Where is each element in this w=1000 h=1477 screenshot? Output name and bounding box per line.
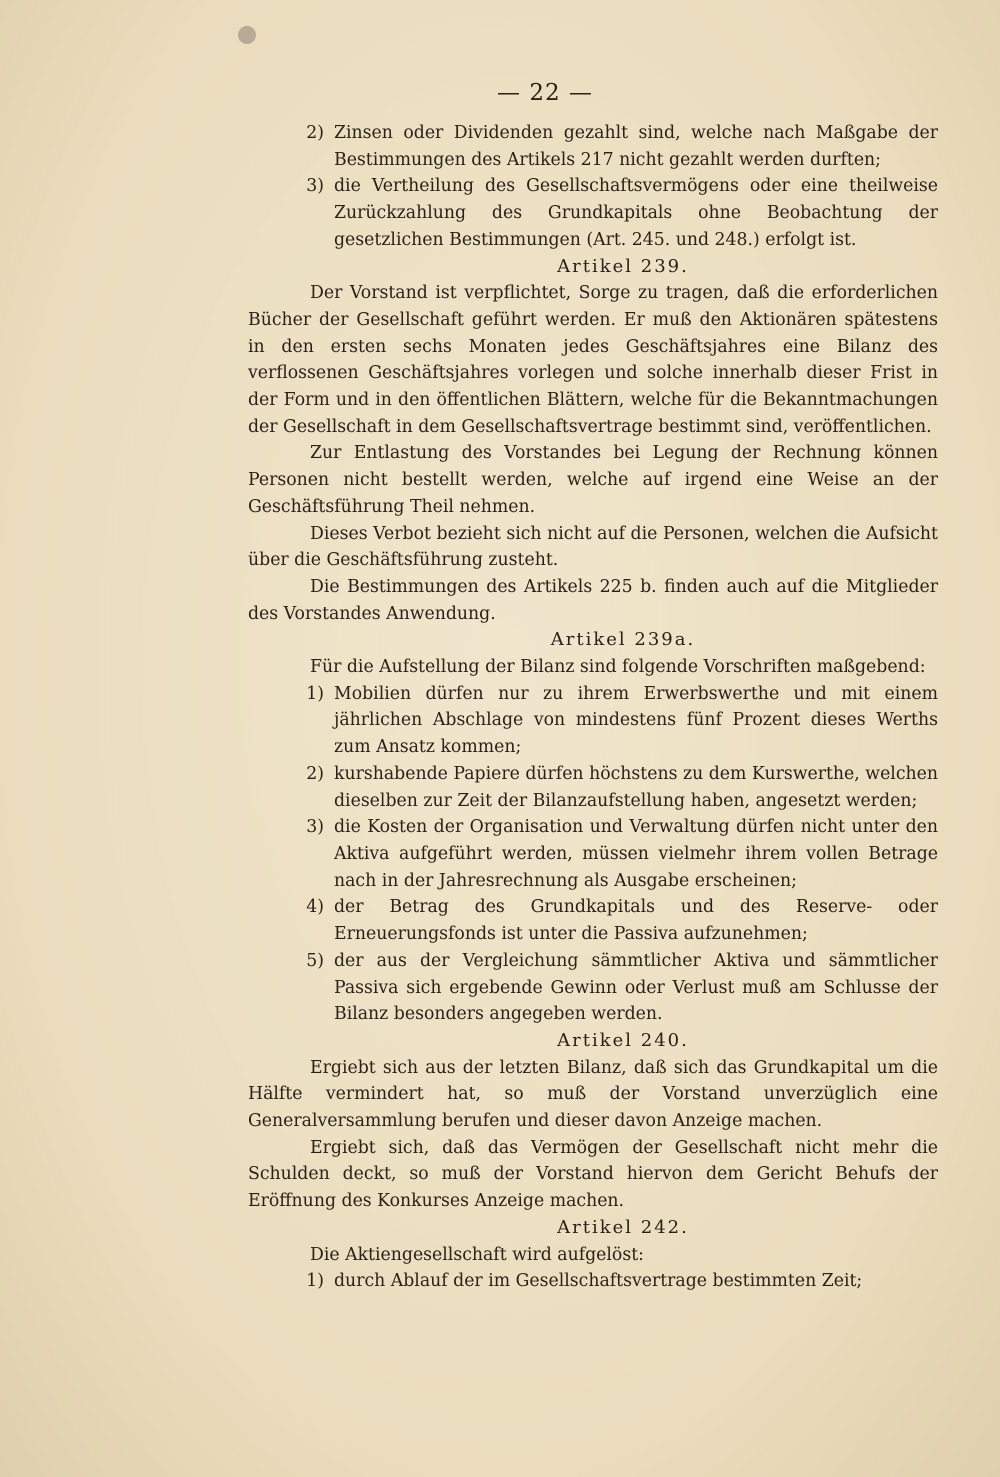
list-item xyxy=(248,761,938,814)
article-heading: Artikel 239a. xyxy=(550,629,696,651)
list-item-text: der Betrag des Grundkapitals und des Reserve- oder Erneuerungsfonds ist unter die Passiva aufzunehmen; xyxy=(334,897,938,945)
list-item xyxy=(248,681,938,761)
list-item-text: die Kosten der Organisation und Verwaltung dürfen nicht unter den Aktiva aufgeführt werden, müssen vielmehr ihrem vollen Betrage nach in der Jahresrechnung als Ausgabe erscheinen; xyxy=(334,817,938,891)
list-item-number: 4) xyxy=(306,897,324,918)
article-heading: Artikel 242. xyxy=(557,1216,689,1238)
list-item-number: 2) xyxy=(306,123,324,143)
list-item xyxy=(248,894,938,947)
list-item-text: durch Ablauf der im Gesellschaftsvertrage bestimmten Zeit; xyxy=(334,1271,863,1292)
list-item-text: Mobilien dürfen nur zu ihrem Erwerbswerthe und mit einem jährlichen Abschlage von mindestens fünf Prozent dieses Werths zum Ansatz kommen; xyxy=(334,683,938,758)
article-heading: Artikel 240. xyxy=(557,1029,689,1051)
list-item-text: die Vertheilung des Gesellschaftsvermögens oder eine theilweise Zurückzahlung des Grundkapitals ohne Beobachtung der gesetzlichen Bestimmungen (Art. 245. und 248.) erfolgt ist. xyxy=(334,176,938,250)
list-item xyxy=(248,1268,938,1295)
list-item xyxy=(248,173,938,253)
paragraph: Die Bestimmungen des Artikels 225 b. finden auch auf die Mitglieder des Vorstandes Anwendung. xyxy=(248,576,938,624)
list-item-number: 3) xyxy=(306,176,324,197)
paragraph: Ergiebt sich aus der letzten Bilanz, daß sich das Grundkapital um die Hälfte vermindert hat, so muß der Vorstand unverzüglich eine Generalversammlung berufen und dieser davon Anzeige machen. xyxy=(248,1057,938,1132)
paragraph: Für die Aufstellung der Bilanz sind folgende Vorschriften maßgebend: xyxy=(310,657,926,678)
paragraph: Ergiebt sich, daß das Vermögen der Gesellschaft nicht mehr die Schulden deckt, so muß der Vorstand hiervon dem Gericht Behufs der Eröffnung des Konkurses Anzeige machen. xyxy=(248,1137,938,1212)
list-item xyxy=(248,120,938,173)
list-item-number: 1) xyxy=(306,1271,324,1292)
list-item-text: der aus der Vergleichung sämmtlicher Aktiva und sämmtlicher Passiva sich ergebende Gewinn oder Verlust muß am Schlusse der Bilanz besonders angegeben werden. xyxy=(334,950,938,1025)
list-item-number: 2) xyxy=(306,763,324,784)
paragraph: Zur Entlastung des Vorstandes bei Legung der Rechnung können Personen nicht bestellt werden, welche auf irgend eine Weise an der Geschäftsführung Theil nehmen. xyxy=(248,443,938,517)
page-number: — 22 — xyxy=(497,80,593,106)
list-item xyxy=(248,814,938,894)
paragraph: Dieses Verbot bezieht sich nicht auf die Personen, welchen die Aufsicht über die Geschäftsführung zusteht. xyxy=(248,523,938,571)
paragraph: Der Vorstand ist verpflichtet, Sorge zu tragen, daß die erforderlichen Bücher der Gesellschaft geführt werden. Er muß den Aktionären spätestens in den ersten sechs Monaten jedes Geschäftsjahres eine Bilanz des verflossenen Geschäftsjahres vorlegen und solche innerhalb dieser Frist in der Form und in den öffentlichen Blättern, welche für die Bekanntmachungen der Gesellschaft in dem Gesellschaftsvertrage bestimmt sind, veröffentlichen. xyxy=(248,283,938,437)
list-item xyxy=(248,948,938,1028)
list-item-number: 3) xyxy=(306,817,324,838)
list-item-number: 1) xyxy=(306,683,324,704)
document-body xyxy=(248,120,938,1295)
list-item-number: 5) xyxy=(306,950,324,971)
list-item-text: kurshabende Papiere dürfen höchstens zu dem Kurswerthe, welchen dieselben zur Zeit der Bilanzaufstellung haben, angesetzt werden; xyxy=(334,763,938,811)
ink-stain xyxy=(238,26,256,44)
paragraph: Die Aktiengesellschaft wird aufgelöst: xyxy=(310,1244,644,1265)
list-item-text: Zinsen oder Dividenden gezahlt sind, welche nach Maßgabe der Bestimmungen des Artikels 217 nicht gezahlt werden durften; xyxy=(334,123,938,170)
article-heading: Artikel 239. xyxy=(557,255,689,277)
